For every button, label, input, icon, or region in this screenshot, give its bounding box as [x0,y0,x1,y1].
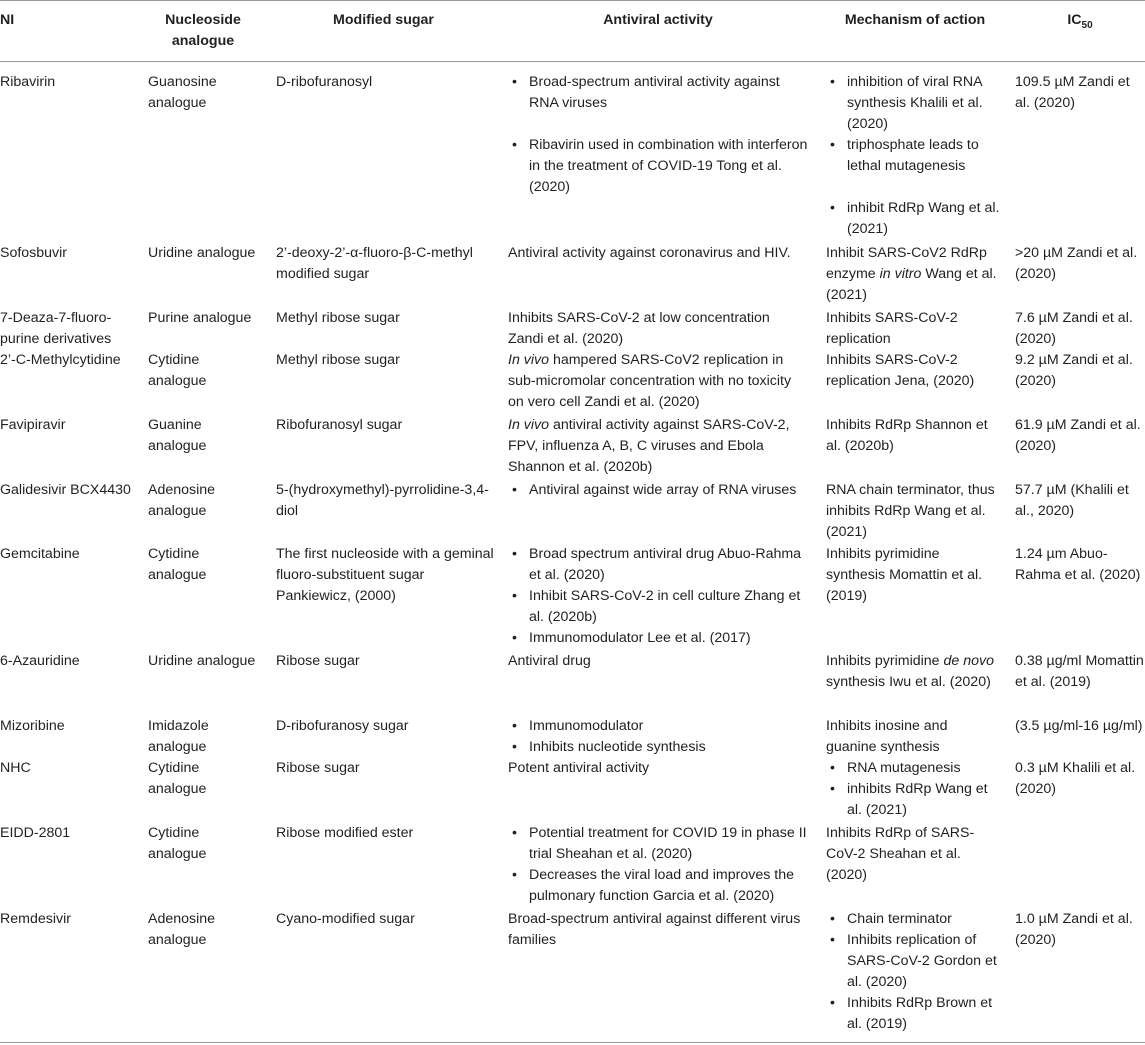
cell-mechanism-list [826,909,1001,1035]
cell-sugar: The first nucleoside with a geminal fluoro-substituent sugar Pankiewicz, (2000) [276,546,494,604]
cell-ni: Sofosbuvir [0,245,68,261]
list-item: • inhibition of viral RNA synthesis Khalili et al. (2020) [826,72,1001,135]
cell-sugar: Methyl ribose sugar [276,310,400,326]
table-top-rule [0,0,1145,1]
header-ic50-subscript: 50 [1081,19,1093,31]
cell-ic50: 0.3 µM Khalili et al. (2020) [1015,760,1136,797]
cell-sugar: Ribose sugar [276,760,360,776]
cell-activity-italic: In vivo [508,417,550,433]
table-bottom-rule [0,1042,1145,1043]
cell-activity-list [508,72,808,198]
cell-mechanism-text: Inhibits pyrimidine [826,653,944,669]
cell-ic50: 9.2 µM Zandi et al. (2020) [1015,352,1133,389]
cell-activity: Inhibits SARS-CoV-2 at low concentration Zandi et al. (2020) [508,310,770,347]
list-item: • Ribavirin used in combination with interferon in the treatment of COVID-19 Tong et al. (2020) [508,135,808,198]
cell-sugar: Ribose sugar [276,653,360,669]
cell-activity: Antiviral drug [508,653,591,669]
cell-analogue: Uridine analogue [148,245,256,261]
cell-ni: Favipiravir [0,417,66,433]
cell-mechanism: Inhibits RdRp Shannon et al. (2020b) [826,417,988,454]
cell-analogue: Uridine analogue [148,653,256,669]
cell-ni: Mizoribine [0,718,65,734]
header-modified-sugar: Modified sugar [333,12,434,28]
cell-sugar: 5-(hydroxymethyl)-pyrrolidine-3,4-diol [276,482,489,519]
cell-analogue: Cytidine analogue [148,546,207,583]
cell-mechanism: Inhibits pyrimidine synthesis Momattin et al. (2019) [826,546,983,604]
cell-mechanism [826,651,1001,693]
header-ic50 [1040,10,1120,31]
cell-mechanism: Inhibits SARS-CoV-2 replication Jena, (2020) [826,352,975,389]
header-ni: NI [0,12,15,28]
cell-mechanism [826,243,1001,306]
cell-analogue: Adenosine analogue [148,482,216,519]
cell-ic50: 61.9 µM Zandi et al. (2020) [1015,417,1141,454]
list-item: • Broad-spectrum antiviral activity against RNA viruses [508,72,808,114]
cell-activity-text: antiviral activity against SARS-CoV-2, FPV, influenza A, B, C viruses and Ebola Shannon et al. (2020b) [508,417,790,475]
cell-mechanism-italic: in vitro [879,266,922,282]
cell-ic50: 7.6 µM Zandi et al. (2020) [1015,310,1133,347]
cell-ic50: 0.38 µg/ml Momattin et al. (2019) [1015,653,1144,690]
header-nucleoside-analogue: Nucleoside analogue [165,12,241,49]
cell-ni: Remdesivir [0,911,71,927]
cell-sugar: Ribofuranosyl sugar [276,417,403,433]
cell-analogue: Cytidine analogue [148,825,207,862]
cell-sugar: Cyano-modified sugar [276,911,415,927]
cell-activity-list [508,716,808,758]
cell-sugar: 2’-deoxy-2’-α-fluoro-β-C-methyl modified sugar [276,245,473,282]
cell-mechanism-list [826,758,1001,821]
cell-mechanism-list [826,72,1001,240]
cell-activity-list [508,480,808,501]
cell-ic50: (3.5 µg/ml-16 µg/ml) [1015,718,1143,734]
cell-sugar: Ribose modified ester [276,825,414,841]
cell-activity: Antiviral activity against coronavirus and HIV. [508,245,791,261]
cell-ni: Galidesivir BCX4430 [0,482,131,498]
list-item: • inhibit RdRp Wang et al. (2021) [826,198,1001,240]
cell-analogue: Cytidine analogue [148,760,207,797]
cell-ni: Gemcitabine [0,546,80,562]
cell-mechanism: Inhibits RdRp of SARS-CoV-2 Sheahan et al. (2020) [826,825,975,883]
cell-activity-text: hampered SARS-CoV2 replication in sub-micromolar concentration with no toxicity on vero cell Zandi et al. (2020) [508,352,792,410]
cell-activity-italic: In vivo [508,352,550,368]
cell-mechanism: Inhibits inosine and guanine synthesis [826,718,948,755]
cell-ic50: 1.0 µM Zandi et al. (2020) [1015,911,1133,948]
list-item: • Broad spectrum antiviral drug Abuo-Rahma et al. (2020) [508,544,808,586]
cell-ni: EIDD-2801 [0,825,71,841]
cell-mechanism: RNA chain terminator, thus inhibits RdRp Wang et al. (2021) [826,482,995,540]
cell-mechanism: Inhibits SARS-CoV-2 replication [826,310,958,347]
cell-ic50: 1.24 µm Abuo-Rahma et al. (2020) [1015,546,1141,583]
header-bottom-rule [0,61,1145,62]
cell-activity: Potent antiviral activity [508,760,650,776]
cell-activity [508,350,808,413]
cell-ic50: 57.7 µM (Khalili et al., 2020) [1015,482,1129,519]
cell-analogue: Cytidine analogue [148,352,207,389]
cell-ni: Ribavirin [0,74,56,90]
cell-ic50: >20 µM Zandi et al. (2020) [1015,245,1138,282]
cell-sugar: D-ribofuranosy sugar [276,718,409,734]
cell-mechanism-text: Wang et al. (2021) [826,266,997,303]
cell-ni: 6-Azauridine [0,653,80,669]
cell-ni: 2’-C-Methylcytidine [0,352,121,368]
cell-sugar: Methyl ribose sugar [276,352,400,368]
header-antiviral-activity: Antiviral activity [603,12,713,28]
header-ic50-main: IC [1067,12,1082,28]
list-item: • Immunomodulator Lee et al. (2017) [508,628,808,649]
cell-mechanism-italic: de novo [943,653,994,669]
list-item: • triphosphate leads to lethal mutagenesis [826,135,1001,177]
cell-sugar: D-ribofuranosyl [276,74,373,90]
cell-mechanism-text: synthesis Iwu et al. (2020) [826,674,991,690]
list-item: • Inhibits nucleotide synthesis [508,737,808,758]
cell-analogue: Adenosine analogue [148,911,216,948]
list-item: • Inhibits replication of SARS-CoV-2 Gordon et al. (2020) [826,930,1001,993]
list-item: • Inhibit SARS-CoV-2 in cell culture Zhang et al. (2020b) [508,586,808,628]
cell-activity-list [508,823,808,907]
header-mechanism-of-action: Mechanism of action [844,12,986,28]
cell-ni: 7-Deaza-7-fluoro-purine derivatives [0,310,112,347]
list-item: • Chain terminator [826,909,1001,930]
cell-analogue: Imidazole analogue [148,718,209,755]
cell-analogue: Guanine analogue [148,417,207,454]
list-item: • Inhibits RdRp Brown et al. (2019) [826,993,1001,1035]
list-item: • Immunomodulator [508,716,808,737]
list-item: • Antiviral against wide array of RNA viruses [508,480,808,501]
cell-activity-list [508,544,808,649]
cell-analogue: Purine analogue [148,310,252,326]
cell-mechanism-text: Inhibit SARS-CoV2 RdRp enzyme [826,245,987,282]
list-item: • Potential treatment for COVID 19 in phase II trial Sheahan et al. (2020) [508,823,808,865]
cell-activity [508,415,808,478]
cell-analogue: Guanosine analogue [148,74,217,111]
list-item: • Decreases the viral load and improves the pulmonary function Garcia et al. (2020) [508,865,808,907]
cell-ni: NHC [0,760,31,776]
list-item: • inhibits RdRp Wang et al. (2021) [826,779,1001,821]
list-item: • RNA mutagenesis [826,758,1001,779]
cell-activity: Broad-spectrum antiviral against different virus families [508,911,801,948]
cell-ic50: 109.5 µM Zandi et al. (2020) [1015,74,1130,111]
